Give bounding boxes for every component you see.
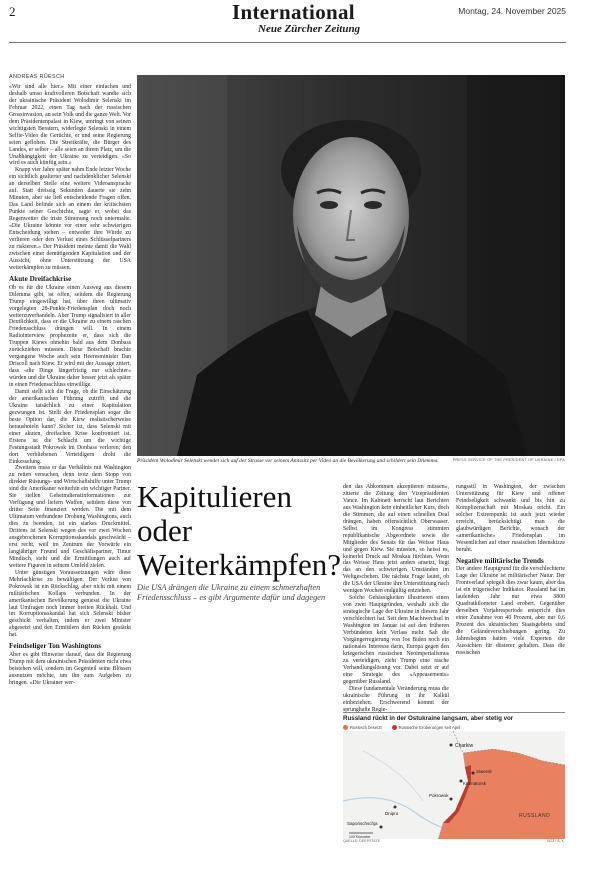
city-label: Pokrowsk (429, 793, 449, 799)
paragraph: Unter günstigen Voraussetzungen wäre diese Mehrfachkrise zu bewältigen. Der Verlust von Pokrowsk ist ein Rückschlag, aber nicht mit einem militärischen Kollaps verbunden. In der amerikanischen Bevölkerung geniesst die Ukraine laut Umfragen noch immer breiten Rückhalt. Und im Korruptionsskandal hat sich Selenski bisher geschickt verhalten, indem er zwei Minister abgesetzt und den Ermittlern den Rücken gestärkt hat. (9, 569, 131, 639)
portrait-illustration (137, 75, 565, 456)
article-lead: Die USA drängen die Ukraine zu einem schmerzhaften Friedensschluss – es gibt Argumente dafür und dagegen (137, 583, 326, 602)
paragraph: Der andere Hauptgrund für die verschlechterte Lage der Ukraine ist militärischer Natur. Der Frontverlauf spiegelt dies zwar kaum, aber das ist ein trügerischer Indikator. Russland hat im laufenden Jahr nur etwa 3800 Quadratkilometer Land erobert. Gegenüber derselben Vorjahresperiode entspricht dies einer Zunahme von 40 Prozent, aber nur 0,6 Prozent des ukrainischen Staatsgebiets sind die Geländeverschiebungen gering. Zu Jahresbeginn hatten viele Experten die Aussichten für düsterer gehalten. Dass die russischen (456, 566, 565, 656)
photo-caption (137, 458, 565, 464)
legend-swatch-icon (343, 725, 348, 730)
country-label: RUSSLAND (519, 813, 551, 820)
legend-item (343, 725, 382, 730)
paragraph: den das Abkommen akzeptieren müssen», zitierte die Zeitung den Vizepräsidenten Vance. Im Kabinett herrscht laut Berichten aus Washington kein einheitlicher Kurs, doch die Stimmen, die auf einen schnellen Deal drängen, haben offensichtlich Oberwasser. Selbst im Kongress stimmten republikanische Abgeordnete sowie die Mitglieder des Senats für das Weisse Haus und gegen Kiew. Sie müssten, so heisst es, keinerlei Druck auf Moskau fürchten. Wenn das Weisse Haus jetzt anders ansetzt, liegt das an den schwierigen Umständen im Weltgeschehen. Die nächste Frage lautet, ob die USA der Ukraine ihre Unterstützung nach wenigen Wochen endgültig entziehen. (343, 484, 449, 595)
subheading: Negative militärische Trends (456, 556, 544, 565)
paragraph: «Wir sind alle hier.» Mit einer einfachen und deshalb umso kraftvolleren Botschaft wandte sich der ukrainische Präsident Wolodimir Selenski im Februar 2022, einen Tag nach der russischen Grossinvasion, an sein Volk und die ganze Welt. Vor dem Präsidentenpalast in Kiew, umringt von seinen wichtigsten Beratern, widerlegte Selenski in einem Selfie-Video die Gerüchte, er und seine Regierung seien geflohen. Die Streitkräfte, die Bürger des Landes, er selber – alle seien an ihrem Platz, um die Unabhängigkeit der Ukraine zu verteidigen. «So wird es auch künftig sein.» (9, 84, 131, 167)
legend-swatch-icon (392, 725, 397, 730)
issue-date: Montag, 24. November 2025 (458, 6, 566, 16)
article-column-1 (9, 84, 131, 868)
subheading: Feindseliger Ton Washingtons (9, 642, 102, 651)
legend-item (392, 725, 461, 730)
city-label: Charkiw (455, 743, 474, 750)
city-label: Dnipro (385, 811, 399, 817)
front-map (343, 712, 565, 848)
lead-photo (137, 75, 565, 456)
subheading: Akute Dreifachkrise (9, 274, 72, 283)
header-rule (9, 42, 566, 43)
article-headline (137, 480, 341, 582)
masthead: Neue Zürcher Zeitung (258, 23, 361, 35)
paragraph: Aber es gibt Hinweise darauf, dass die Regierung Trump mit dem ukrainischen Präsidenten nicht etwa beistehen will, sondern im Gegenteil seine Blössen ausnutzen möchte, um ihn zum Aufgeben zu bringen. «Die Ukrainer wer- (9, 652, 131, 687)
paragraph: Damit stellt sich die Frage, ob die Einschätzung der amerikanischen Führung zutrifft und die Ukraine tatsächlich zu einer Kapitulation gezwungen ist. Stellt der Friedensplan sogar die beste Option dar, die Kiew realistischerweise heraushoieln kann? Sicher ist, dass Selenski mit einer akuten, dreifachen Krise konfrontiert ist. Erstens ist die Schlacht um die wichtige Festungsstadt Pokrowsk im Donbass verloren; den dort verbliebenen Verteidigern droht die Einkesselung. (9, 388, 131, 465)
legend-label: Russisch besetzt (350, 725, 382, 730)
page-number: 2 (9, 4, 16, 19)
paragraph: Diese fundamentale Veränderung muss die ukrainische Führung in ihr Kalkül einbeziehen. Erschwerend kommt der sprunghafte Regie- (343, 685, 449, 713)
city-label: Kramatorsk (463, 781, 487, 787)
headline-line: oder (137, 513, 193, 548)
map-legend (343, 725, 565, 730)
city-label: Siwersk (476, 769, 492, 775)
headline-line: Weiterkämpfen? (137, 547, 342, 582)
map-graphic (343, 731, 565, 839)
paragraph: Knapp vier Jahre später nahm Ende letzter Woche ein sichtlich gealterter und nachdenklicher Selenski an derselben Stelle eine weitere Videoansprache auf. Statt dreissig Sekunden dauerte sie zehn Minuten, aber sie ließ entscheidende Fragen offen. Das Land befinde sich an einem der kritischsten Punkte seiner Geschichte, sagte er, wobei das Regenwetter die triste Stimmung noch untermalte. «Die Ukraine könnte vor einer sehr schwierigen Entscheidung stehen – entweder ihre Würde zu verlieren oder den Verlust eines Schlüsselpartners zu riskieren.» Der Präsident meinte damit die Wahl zwischen einer demütigenden Kapitulation und der Aussicht, ohne Unterstützung der USA weiterkämpfen zu müssen. (9, 167, 131, 271)
paragraph: rungsstil in Washington, der zwischen Unterstützung für Kiew und offener Feindseligkeit schwankt und bis hin zu Komplizenschaft mit Moskau reicht. Ein solcher Extrempunkt ist auch jetzt wieder erreicht, berücksichtigt man die glaubwürdigen Berichte, wonach der «amerikanische» Friedensplan im Wesentlichen auf einer russischen Ideenskizze beruht. (456, 484, 565, 553)
author-byline: ANDREAS RÜESCH (9, 74, 65, 80)
map-title: Russland rückt in der Ostukraine langsam, aber stetig vor (343, 712, 565, 722)
map-footer (343, 839, 565, 843)
paragraph: Solche Gehässigkeiten illustrieren einen von zwei Hauptgründen, weshalb sich die strategische Lage der Ukraine in diesem Jahr verschlechtert hat. Seit dem Machtwechsel in Washington im Januar ist auf den früheren Verbündeten kein Verlass mehr. Sah die Vorgängerregierung von Joe Biden noch ein nationales Interesse darin, Europa gegen den kriegerischen russischen Neoimperialismus zu verteidigen, zieht Trump eine rasche Verhandlungslösung vor. Dabei setzt er auf eine Strategie des «Appeasements» gegenüber Russland. (343, 595, 449, 685)
scale-label: 100 Kilometer (349, 835, 371, 840)
map-source: QUELLE: DEEPSTATE (343, 839, 381, 844)
headline-line: Kapitulieren (137, 479, 292, 514)
paragraph: Zweitens muss er das Verhältnis mit Washington zu retten versuchen, denn trotz dem Stopp von direkter Rüstungs- und Wirtschaftshilfe unter Trump sind die Amerikaner weiterhin ein wichtiger Partner. Sie stellen Geheimdienstinformationen zur Verfügung und liefern Waffen, seitdem diese von dritter Seite finanziert werden. Die mit dem Ultimatum verbundene Drohung Washingtons, auch dies zu beenden, ist ein starkes Druckmittel. Drittens ist Selenski wegen des vor zwei Wochen ausgebrochenen Korruptionsskandals geschwächt – erst recht, weil im Zentrum der Vorwürfe ein langjähriger Freund und Geschäftspartner, Timur Mindisch, steht und die Ermittlungen auch auf weitere Figuren in seinem Umfeld zielen. (9, 465, 131, 569)
article-column-4 (456, 484, 565, 706)
city-label: Saporischschja (347, 821, 378, 827)
article-column-3 (343, 484, 449, 713)
section-title: International (232, 0, 355, 24)
photo-credit: PRESS SERVICE OF THE PRESIDENT OF UKRAINE / EPA (452, 458, 565, 462)
paragraph: Ob es für die Ukraine einen Ausweg aus diesem Dilemma gibt, ist offen, seitdem die Regierung Trump eingewilligt hat, über ihren ultimativ vorgelegten 28-Punkte-Friedensplan doch noch weiterzuverhandeln. Aber Trump signalisiert in aller Deutlichkeit, dass er die Ukraine zu einem raschen Friedensschluss drängen will. In einem Radiointerview prophezeite er, dass sich die Truppen Kiews ohnehin bald aus dem Donbass zurückziehen müssten. Diese Botschaft brachte vergangene Woche auch sein Heeresminister Dan Driscoll nach Kiew. Er wird mit der Aussage zitiert, dass «die Dinge längerfristig nur schlechter» würden und die Ukraine daher besser jetzt als später in einen Friedensschluss einwillige. (9, 284, 131, 389)
legend-label: Russische Eroberungen seit April (398, 725, 461, 730)
map-credit: NZZ / A. K. (547, 839, 565, 844)
caption-text: Präsident Wolodimir Selenski wendet sich auf der Strasse vor seinem Amtssitz per Video an die Bevölkerung und schildert sein Dilemma. (137, 458, 439, 464)
